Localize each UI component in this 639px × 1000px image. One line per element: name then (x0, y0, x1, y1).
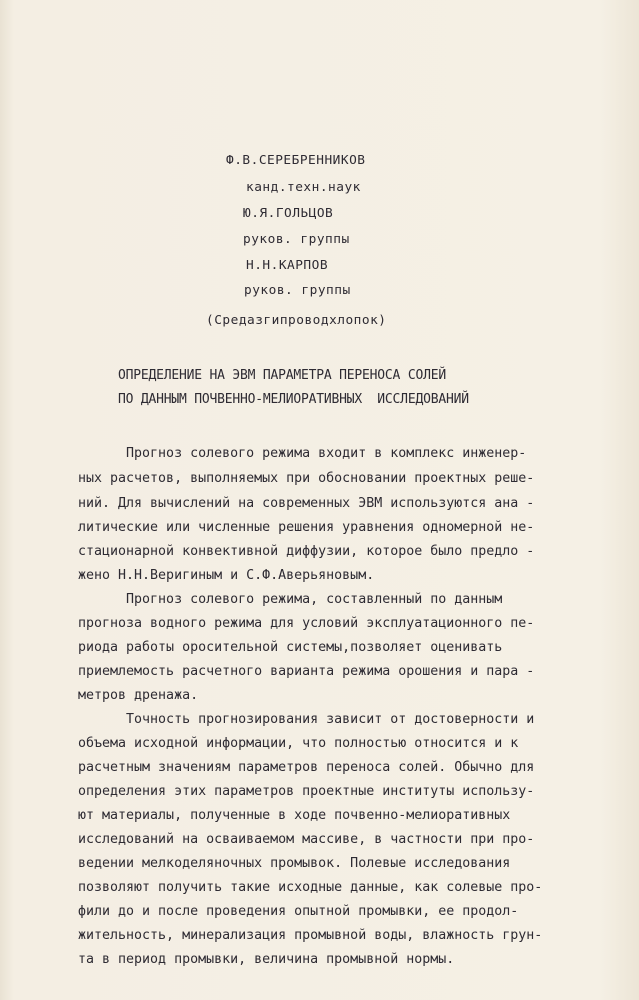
author-3-title: руков. группы (244, 283, 351, 298)
body-line: метров дренажа. (78, 688, 199, 703)
author-3-name: Н.Н.КАРПОВ (246, 258, 329, 273)
body-line: Прогноз солевого режима, составленный по данным (78, 592, 503, 607)
body-line: позволяют получить такие исходные данные, как солевые про- (78, 880, 543, 895)
body-line: жено Н.Н.Веригиным и С.Ф.Аверьяновым. (78, 568, 375, 583)
body-line: литические или численные решения уравнения одномерной не- (78, 520, 535, 535)
body-line: риода работы оросительной системы,позволяет оценивать (78, 640, 503, 655)
body-line: Прогноз солевого режима входит в комплекс инженер- (78, 446, 527, 461)
author-1-title: канд.техн.наук (246, 180, 361, 195)
author-1-name: Ф.В.СЕРЕБРЕННИКОВ (226, 153, 366, 168)
author-2-title: руков. группы (243, 232, 350, 247)
body-line: фили до и после проведения опытной промывки, ее продол- (78, 904, 519, 919)
body-line: стационарной конвективной диффузии, которое было предло - (78, 544, 535, 559)
body-line: расчетным значениям параметров переноса солей. Обычно для (78, 760, 535, 775)
body-line: Точность прогнозирования зависит от достоверности и (78, 712, 535, 727)
author-2-name: Ю.Я.ГОЛЬЦОВ (243, 206, 334, 221)
body-line: ют материалы, полученные в ходе почвенно-мелиоративных (78, 808, 511, 823)
organization: (Средазгипроводхлопок) (206, 313, 387, 328)
article-title-line-1: ОПРЕДЕЛЕНИЕ НА ЭВМ ПАРАМЕТРА ПЕРЕНОСА СОЛЕЙ (118, 368, 446, 383)
body-line: та в период промывки, величина промывной нормы. (78, 952, 455, 967)
body-line: объема исходной информации, что полностью относится и к (78, 736, 519, 751)
body-line: определения этих параметров проектные институты использу- (78, 784, 535, 799)
body-line: исследований на осваиваемом массиве, в частности при про- (78, 832, 535, 847)
body-line: ведении мелкоделяночных промывок. Полевые исследования (78, 856, 511, 871)
body-line: приемлемость расчетного варианта режима орошения и пара - (78, 664, 535, 679)
article-title-line-2: ПО ДАННЫМ ПОЧВЕННО-МЕЛИОРАТИВНЫХ ИССЛЕДОВАНИЙ (118, 392, 469, 407)
body-line: ний. Для вычислений на современных ЭВМ используются ана - (78, 496, 535, 511)
body-line: прогноза водного режима для условий эксплуатационного пе- (78, 616, 535, 631)
body-line: ных расчетов, выполняемых при обосновании проектных реше- (78, 471, 535, 486)
body-line: жительность, минерализация промывной воды, влажность грун- (78, 928, 543, 943)
